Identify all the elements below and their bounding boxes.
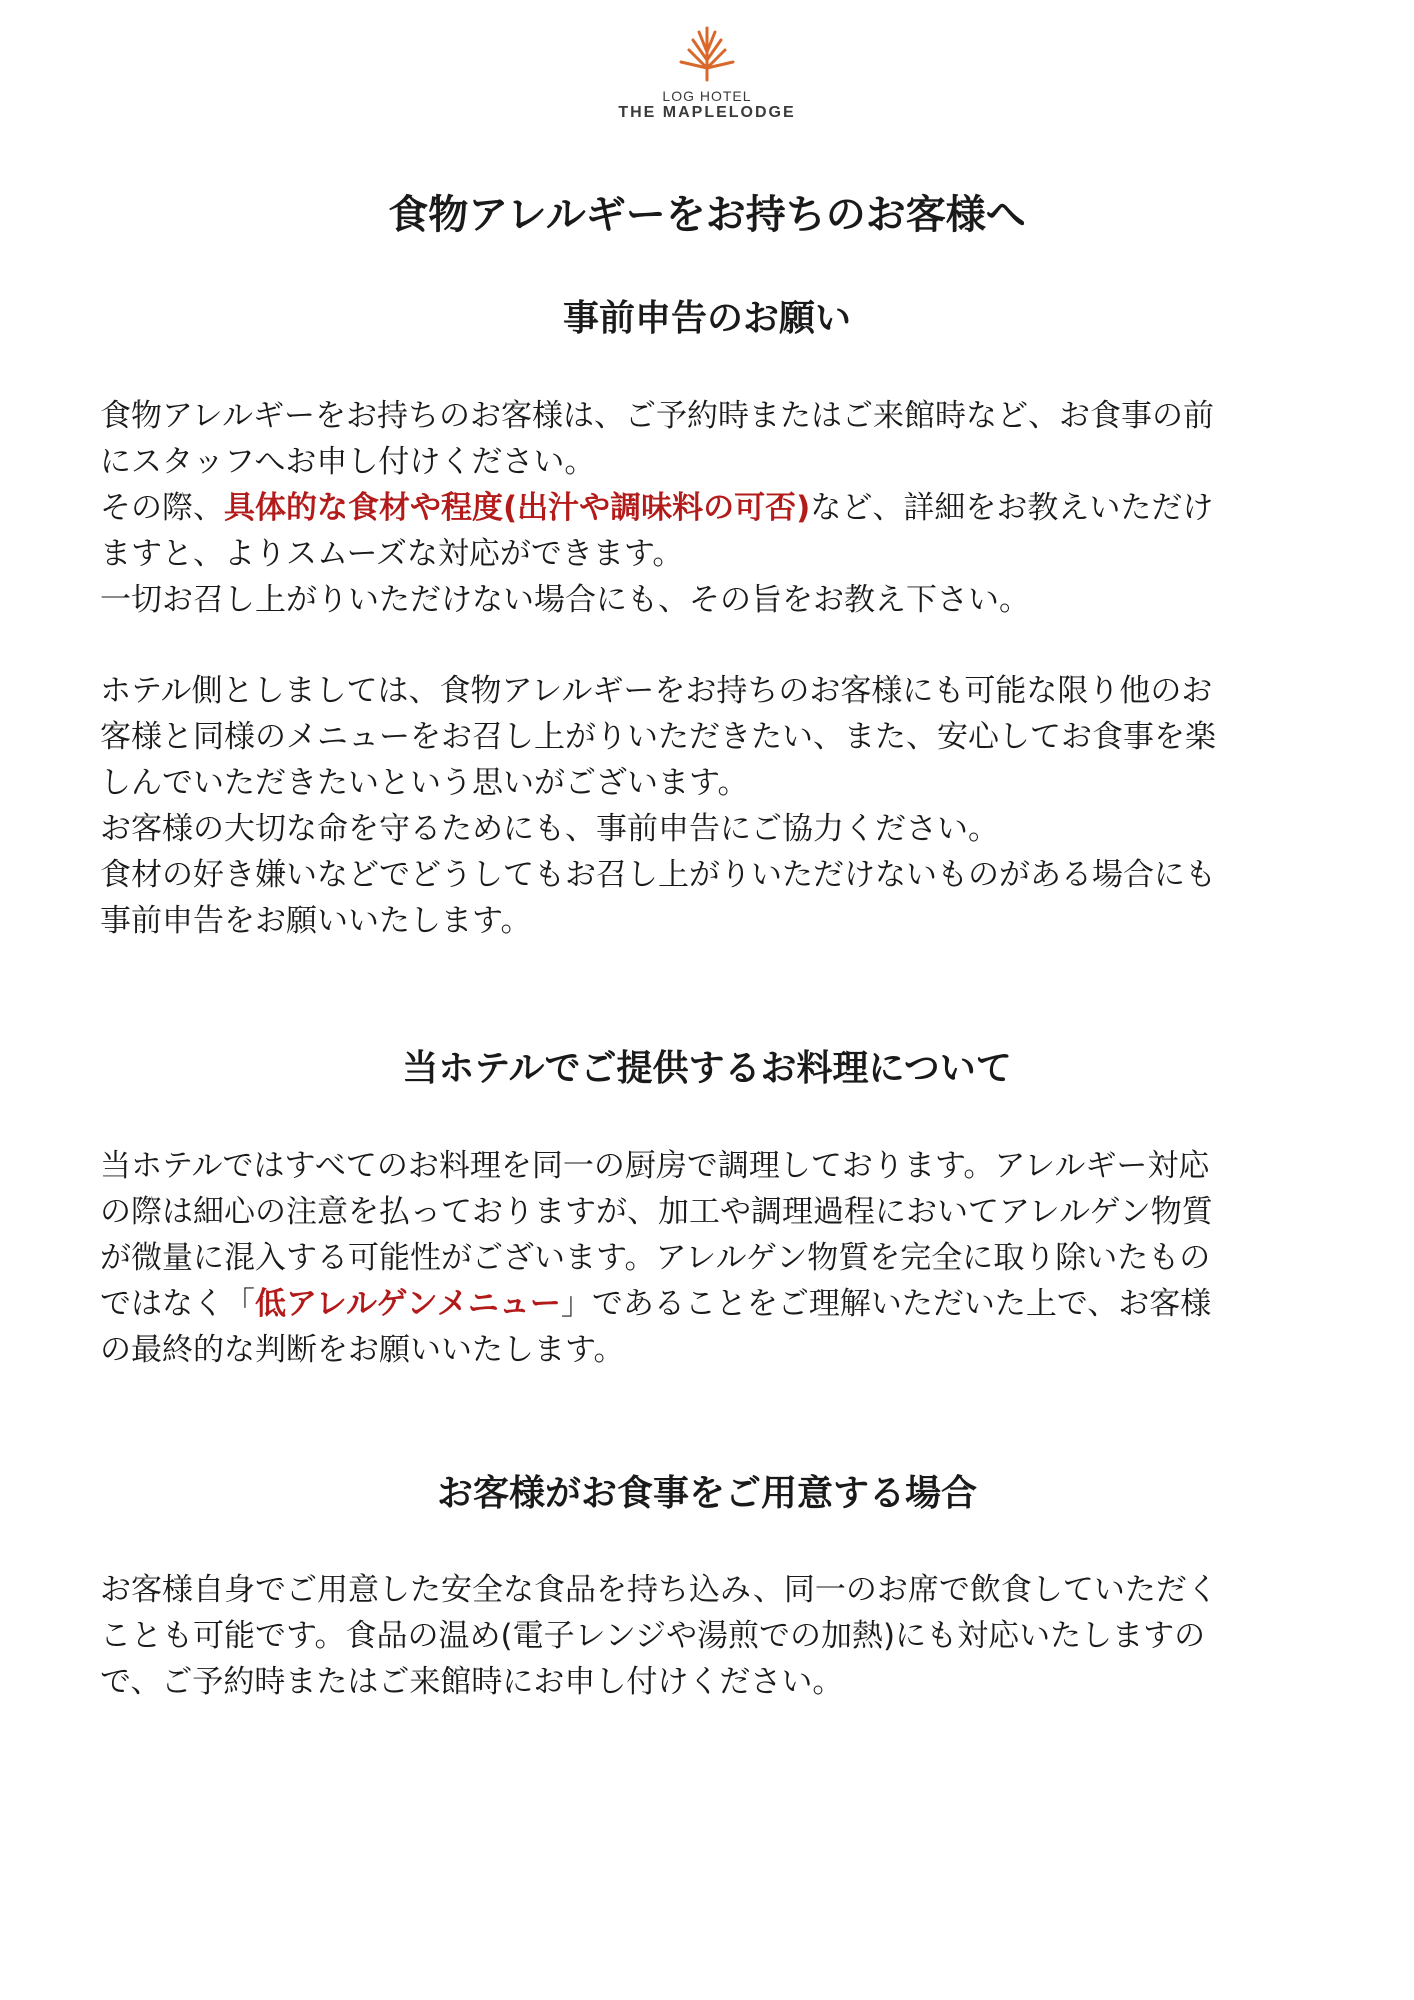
highlight-text: 低アレルゲンメニュー — [255, 1286, 561, 1322]
text-segment: 」であることをご理解いただいた上で、お客様 — [560, 1286, 1212, 1322]
text-line: お客様の大切な命を守るためにも、事前申告にご協力ください。 — [100, 811, 999, 847]
section1-paragraph1 — [100, 393, 1320, 623]
text-line: ことも可能です。食品の温め(電子レンジや湯煎での加熱)にも対応いたしますの — [100, 1618, 1206, 1654]
text-line: 当ホテルではすべてのお料理を同一の厨房で調理しております。アレルギー対応 — [100, 1148, 1210, 1184]
text-line: が微量に混入する可能性がございます。アレルゲン物質を完全に取り除いたもの — [100, 1240, 1211, 1276]
text-line: 客様と同様のメニューをお召し上がりいただきたい、また、安心してお食事を楽 — [100, 719, 1216, 755]
text-segment: ではなく「 — [100, 1286, 255, 1322]
section3-paragraph — [100, 1567, 1320, 1705]
text-line: ホテル側としましては、食物アレルギーをお持ちのお客様にも可能な限り他のお — [100, 673, 1213, 709]
section2-title: 当ホテルでご提供するお料理について — [402, 1048, 1012, 1089]
text-segment: など、詳細をお教えいただけ — [810, 490, 1214, 526]
text-line: お客様自身でご用意した安全な食品を持ち込み、同一のお席で飲食していただく — [100, 1572, 1218, 1608]
text-line: ますと、よりスムーズな対応ができます。 — [100, 536, 684, 572]
section1-title: 事前申告のお願い — [562, 298, 851, 339]
text-line: にスタッフへお申し付けください。 — [100, 444, 596, 480]
text-line: の最終的な判断をお願いいたします。 — [100, 1332, 625, 1368]
text-segment: その際、 — [100, 490, 224, 526]
text-line: しんでいただきたいという思いがございます。 — [100, 765, 749, 801]
text-line — [100, 1281, 1320, 1327]
text-line: 食材の好き嫌いなどでどうしてもお召し上がりいただけないものがある場合にも — [100, 857, 1216, 893]
section1-paragraph2 — [100, 668, 1320, 944]
text-line: で、ご予約時またはご来館時にお申し付けください。 — [100, 1664, 844, 1700]
logo-line2: THE MAPLELODGE — [618, 104, 796, 121]
text-line: 事前申告をお願いいたします。 — [100, 903, 532, 939]
logo-line1: LOG HOTEL — [662, 88, 752, 104]
hotel-logo — [0, 24, 1414, 122]
text-line: 一切お召し上がりいただけない場合にも、その旨をお教え下さい。 — [100, 582, 1030, 618]
text-line: 食物アレルギーをお持ちのお客様は、ご予約時またはご来館時など、お食事の前 — [100, 398, 1214, 434]
highlight-text: 具体的な食材や程度(出汁や調味料の可否) — [224, 490, 811, 526]
main-title: 食物アレルギーをお持ちのお客様へ — [388, 192, 1026, 238]
maple-leaf-icon — [675, 24, 739, 82]
section2-paragraph — [100, 1143, 1320, 1373]
section3-title: お客様がお食事をご用意する場合 — [436, 1473, 977, 1514]
text-line: の際は細心の注意を払っておりますが、加工や調理過程においてアレルゲン物質 — [100, 1194, 1213, 1230]
text-line — [100, 485, 1320, 531]
